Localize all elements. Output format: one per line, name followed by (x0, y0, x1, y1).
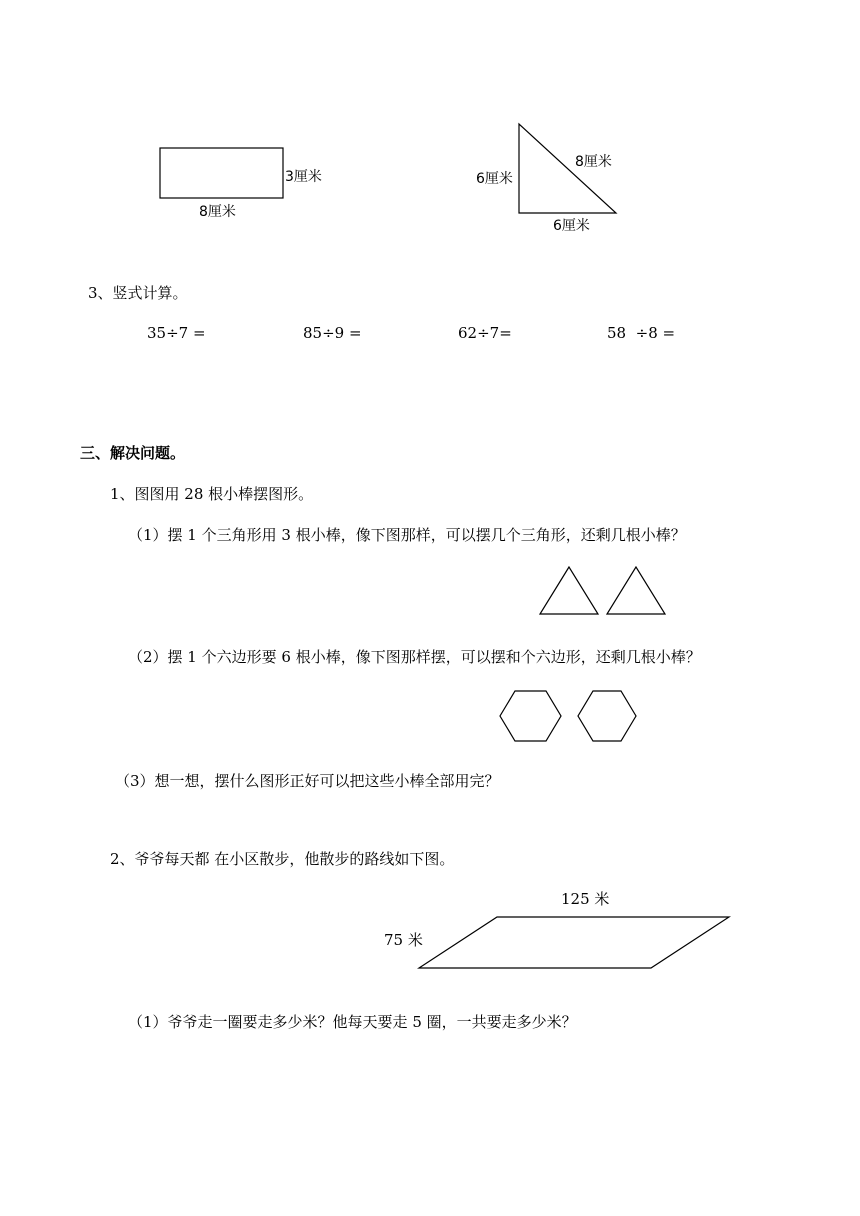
calc-problem: 58 ÷8 = (607, 324, 676, 342)
q1-part3: （3）想一想，摆什么图形正好可以把这些小棒全部用完？ (115, 772, 500, 790)
parallelogram-side-label: 75 米 (384, 931, 423, 949)
triangle-hypotenuse-label: 8厘米 (575, 154, 612, 170)
parallelogram-shape (419, 917, 729, 968)
calc-problem: 35÷7 = (147, 324, 206, 342)
rectangle-height-label: 3厘米 (285, 169, 322, 185)
triangle-left-label: 6厘米 (476, 171, 513, 187)
vertical-calc-heading: 3、竖式计算。 (88, 284, 188, 302)
q1-part2: （2）摆 1 个六边形要 6 根小棒，像下图那样摆，可以摆和个六边形，还剩几根小棒？ (128, 648, 701, 666)
calc-problem: 62÷7= (458, 324, 512, 342)
q1-part1: （1）摆 1 个三角形用 3 根小棒，像下图那样，可以摆几个三角形，还剩几根小棒？ (128, 526, 686, 544)
triangle-bottom-label: 6厘米 (553, 218, 590, 234)
q1-stem: 1、图图用 28 根小棒摆图形。 (110, 485, 314, 503)
q2-part1: （1）爷爷走一圈要走多少米？他每天要走 5 圈，一共要走多少米？ (128, 1013, 577, 1031)
parallelogram-top-label: 125 米 (561, 890, 610, 908)
calc-problem: 85÷9 = (303, 324, 362, 342)
section-three-heading: 三、解决问题。 (80, 444, 186, 462)
q2-stem: 2、爷爷每天都 在小区散步，他散步的路线如下图。 (110, 850, 455, 868)
rectangle-width-label: 8厘米 (199, 204, 236, 220)
